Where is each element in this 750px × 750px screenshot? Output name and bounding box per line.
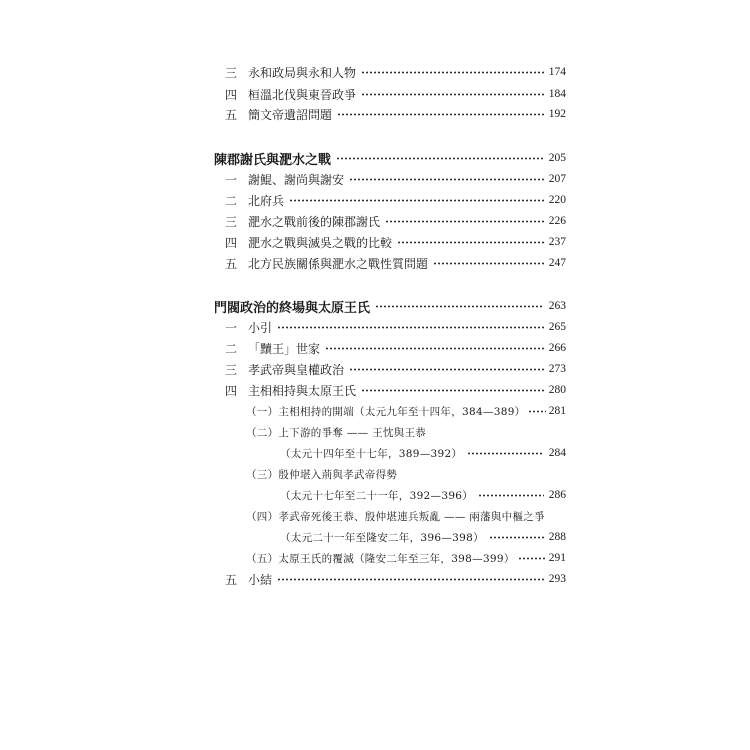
toc-entry[interactable] (220, 211, 566, 231)
chapter-heading[interactable] (214, 148, 566, 168)
entry-title: 小結 (248, 572, 273, 587)
entry-page: 207 (548, 173, 566, 185)
subentry-title: （三）殷仲堪入荊與孝武帝得勢 (246, 468, 398, 481)
subentry-title: （太元十四年至十七年，389—392） (280, 447, 463, 460)
toc-entry[interactable] (220, 190, 566, 210)
subentry-title: （四）孝武帝死後王恭、殷仲堪連兵叛亂 —— 兩藩與中樞之爭 (246, 510, 545, 523)
entry-title: 北府兵 (248, 193, 285, 208)
entry-page: 273 (548, 363, 566, 375)
chapter-heading[interactable] (214, 296, 566, 316)
toc-subentry-continued[interactable] (280, 485, 566, 505)
entry-title: 淝水之戰前後的陳郡謝氏 (248, 214, 381, 229)
dot-leader (289, 199, 544, 202)
toc-entry[interactable] (220, 232, 566, 252)
entry-title: 永和政局與永和人物 (248, 65, 357, 80)
dot-leader (433, 262, 544, 265)
dot-leader (478, 494, 544, 497)
toc-entry[interactable] (220, 62, 566, 82)
toc-entry[interactable] (220, 569, 566, 589)
subentry-title: （太元二十一年至隆安二年，396—398） (280, 531, 484, 544)
subentry-page: 288 (548, 531, 566, 543)
dot-leader (337, 113, 544, 116)
dot-leader (467, 452, 543, 455)
subentry-page: 281 (548, 405, 566, 417)
entry-number: 三 (224, 65, 237, 80)
subentry-title: （五）太原王氏的覆滅（隆安二年至三年，398—399） (246, 552, 515, 565)
dot-leader (277, 578, 544, 581)
toc-subentry[interactable] (246, 506, 566, 526)
toc-entry[interactable] (220, 253, 566, 273)
entry-number: 二 (224, 341, 237, 356)
dot-leader (397, 241, 544, 244)
chapter-page: 205 (548, 152, 566, 164)
dot-leader (385, 220, 544, 223)
toc-entry[interactable] (220, 317, 566, 337)
entry-page: 226 (548, 215, 566, 227)
entry-title: 「黷王」世家 (248, 341, 321, 356)
entry-title: 桓溫北伐與東晉政爭 (248, 87, 357, 102)
subentry-title: （太元十七年至二十一年，392—396） (280, 489, 474, 502)
entry-title: 北方民族關係與淝水之戰性質問題 (248, 256, 429, 271)
entry-title: 簡文帝遺詔問題 (248, 107, 333, 122)
chapter-title: 陳郡謝氏與淝水之戰 (214, 152, 332, 168)
entry-page: 220 (548, 194, 566, 206)
subentry-title: （一）主相相持的開端（太元九年至十四年，384—389） (246, 405, 526, 418)
toc-subentry-continued[interactable] (280, 443, 566, 463)
dot-leader (277, 326, 544, 329)
chapter-title: 門閥政治的終場與太原王氏 (214, 300, 371, 316)
entry-page: 280 (548, 384, 566, 396)
dot-leader (361, 93, 544, 96)
toc-entry[interactable] (220, 338, 566, 358)
toc-subentry[interactable] (246, 401, 566, 421)
entry-page: 247 (548, 257, 566, 269)
entry-number: 五 (224, 256, 237, 271)
entry-number: 三 (224, 362, 237, 377)
entry-number: 四 (224, 87, 237, 102)
entry-number: 一 (224, 172, 237, 187)
dot-leader (349, 368, 544, 371)
dot-leader (325, 347, 544, 350)
toc-entry[interactable] (220, 169, 566, 189)
toc-subentry-continued[interactable] (280, 527, 566, 547)
toc-entry[interactable] (220, 359, 566, 379)
dot-leader (528, 410, 545, 413)
dot-leader (518, 557, 546, 560)
entry-title: 謝鯤、謝尚與謝安 (248, 172, 345, 187)
toc-entry[interactable] (220, 380, 566, 400)
toc-subentry[interactable] (246, 422, 566, 442)
entry-title: 主相相持與太原王氏 (248, 383, 357, 398)
dot-leader (349, 178, 544, 181)
entry-number: 三 (224, 214, 237, 229)
subentry-page: 284 (548, 447, 566, 459)
entry-title: 孝武帝與皇權政治 (248, 362, 345, 377)
subentry-page: 286 (548, 489, 566, 501)
toc-entry[interactable] (220, 84, 566, 104)
entry-title: 淝水之戰與滅吳之戰的比較 (248, 235, 393, 250)
subentry-title: （二）上下游的爭奪 —— 王忱與王恭 (246, 426, 427, 439)
dot-leader (361, 71, 544, 74)
subentry-page: 291 (548, 552, 566, 564)
entry-title: 小引 (248, 320, 273, 335)
toc-subentry[interactable] (246, 464, 566, 484)
entry-number: 二 (224, 193, 237, 208)
chapter-page: 263 (548, 300, 566, 312)
dot-leader (361, 389, 544, 392)
toc-subentry[interactable] (246, 548, 566, 568)
entry-number: 四 (224, 383, 237, 398)
entry-number: 一 (224, 320, 237, 335)
entry-number: 五 (224, 107, 237, 122)
entry-page: 184 (548, 88, 566, 100)
entry-page: 293 (548, 573, 566, 585)
toc-entry[interactable] (220, 104, 566, 124)
entry-number: 五 (224, 572, 237, 587)
entry-page: 265 (548, 321, 566, 333)
dot-leader (489, 536, 544, 539)
entry-page: 174 (548, 66, 566, 78)
dot-leader (375, 305, 544, 308)
entry-number: 四 (224, 235, 237, 250)
entry-page: 237 (548, 236, 566, 248)
dot-leader (336, 157, 544, 160)
entry-page: 192 (548, 108, 566, 120)
entry-page: 266 (548, 342, 566, 354)
